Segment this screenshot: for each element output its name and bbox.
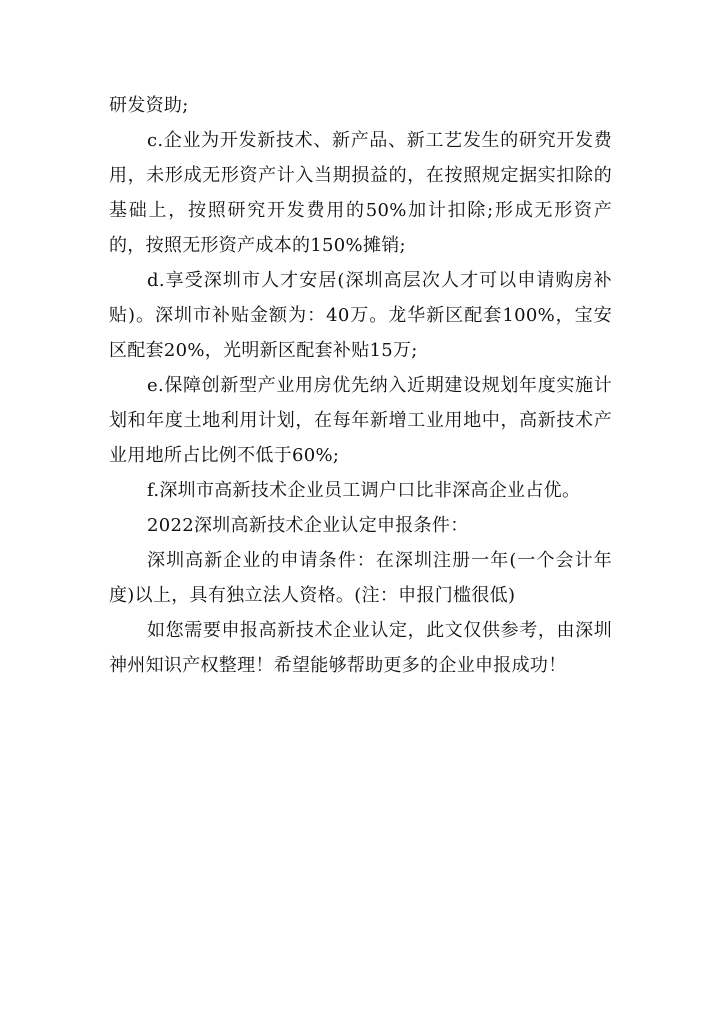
paragraph-continuation: 研发资助; (109, 95, 189, 116)
paragraph-closing: 如您需要申报高新技术企业认定，此文仅供参考，由深圳神州知识产权整理！希望能够帮助更多的企业申报成功！ (109, 620, 612, 676)
paragraph-item-d: d.享受深圳市人才安居(深圳高层次人才可以申请购房补贴)。深圳市补贴金额为：40万。龙华新区配套100%，宝安区配套20%，光明新区配套补贴15万; (109, 270, 612, 361)
paragraph-conditions: 深圳高新企业的申请条件：在深圳注册一年(一个会计年度)以上，具有独立法人资格。(注：申报门槛很低) (109, 550, 612, 606)
paragraph-item-f: f.深圳市高新技术企业员工调户口比非深高企业占优。 (147, 480, 581, 501)
document-body (109, 88, 612, 683)
section-heading-conditions: 2022深圳高新技术企业认定申报条件： (147, 515, 469, 536)
paragraph-item-c: c.企业为开发新技术、新产品、新工艺发生的研究开发费用，未形成无形资产计入当期损益的，在按照规定据实扣除的基础上，按照研究开发费用的50%加计扣除;形成无形资产的，按照无形资产成本的150%摊销; (109, 130, 612, 256)
paragraph-item-e: e.保障创新型产业用房优先纳入近期建设规划年度实施计划和年度土地利用计划，在每年新增工业用地中，高新技术产业用地所占比例不低于60%; (109, 375, 612, 466)
